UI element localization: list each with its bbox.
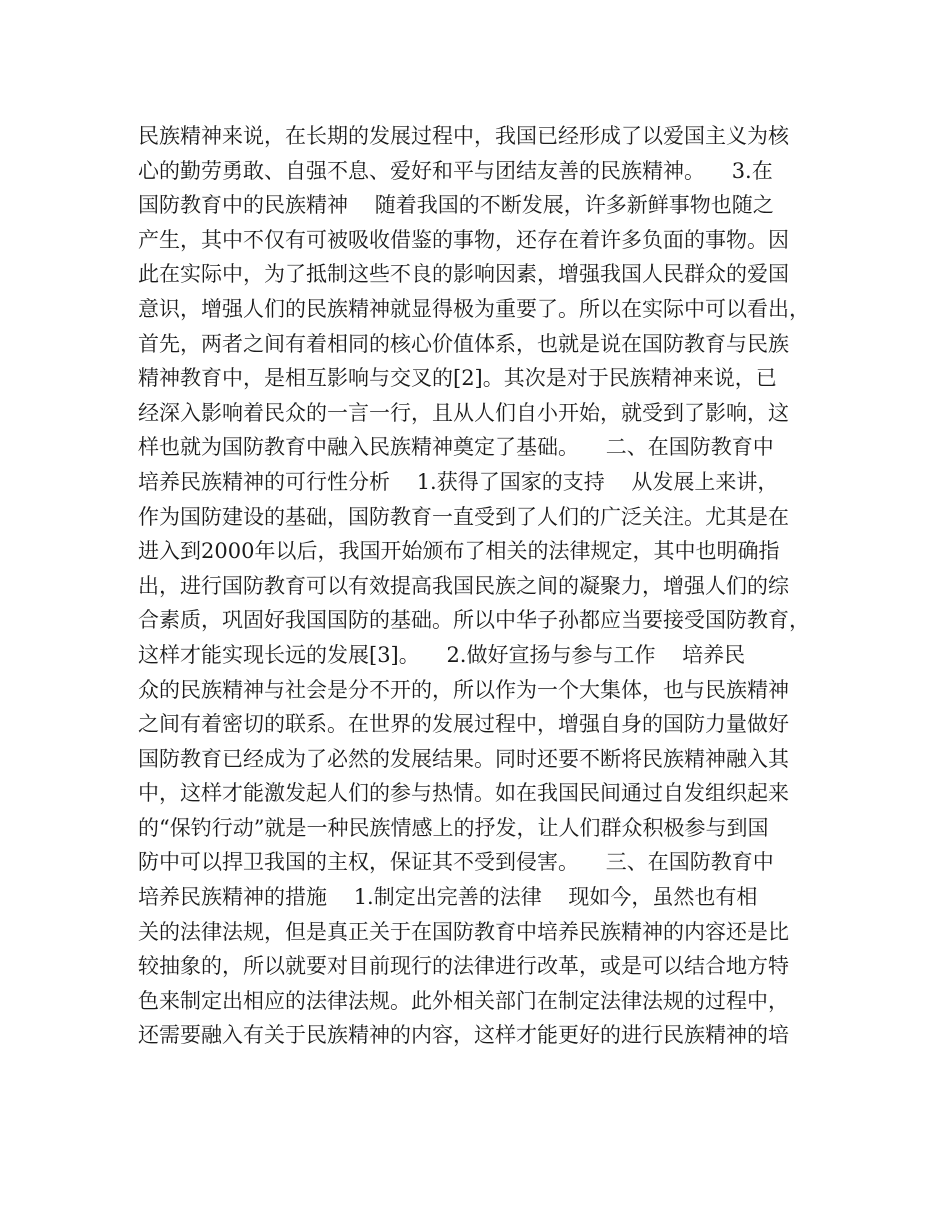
text-line-13: 进入到2000年以后，我国开始颁布了相关的法律规定，其中也明确指 [138, 539, 780, 564]
text-line-7: 首先，两者之间有着相同的核心价值体系，也就是说在国防教育与民族 [138, 331, 789, 356]
text-line-22: 防中可以捍卫我国的主权，保证其不受到侵害。 三、在国防教育中 [138, 850, 774, 875]
text-line-14: 出，进行国防教育可以有效提高我国民族之间的凝聚力，增强人们的综 [138, 573, 789, 598]
text-line-15: 合素质，巩固好我国国防的基础。所以中华子孙都应当要接受国防教育， [138, 608, 810, 633]
text-line-11: 培养民族精神的可行性分析 1.获得了国家的支持 从发展上来讲， [138, 469, 779, 494]
text-line-8: 精神教育中，是相互影响与交叉的[2]。其次是对于民族精神来说，已 [138, 366, 777, 391]
text-line-26: 色来制定出相应的法律法规。此外相关部门在制定法律法规的过程中， [138, 988, 789, 1013]
text-line-4: 产生，其中不仅有可被吸收借鉴的事物，还存在着许多负面的事物。因 [138, 227, 789, 252]
text-line-3: 国防教育中的民族精神 随着我国的不断发展，许多新鲜事物也随之 [138, 193, 774, 218]
text-line-18: 之间有着密切的联系。在世界的发展过程中，增强自身的国防力量做好 [138, 712, 789, 737]
body-text [138, 119, 838, 1053]
text-line-12: 作为国防建设的基础，国防教育一直受到了人们的广泛关注。尤其是在 [138, 504, 789, 529]
text-line-17: 众的民族精神与社会是分不开的，所以作为一个大集体，也与民族精神 [138, 677, 789, 702]
text-line-25: 较抽象的，所以就要对目前现行的法律进行改革，或是可以结合地方特 [138, 954, 789, 979]
text-line-23: 培养民族精神的措施 1.制定出完善的法律 现如今，虽然也有相 [138, 885, 758, 910]
text-line-27: 还需要融入有关于民族精神的内容，这样才能更好的进行民族精神的培 [138, 1023, 789, 1048]
text-line-19: 国防教育已经成为了必然的发展结果。同时还要不断将民族精神融入其 [138, 746, 789, 771]
text-line-24: 关的法律法规，但是真正关于在国防教育中培养民族精神的内容还是比 [138, 919, 789, 944]
text-line-16: 这样才能实现长远的发展[3]。 2.做好宣扬与参与工作 培养民 [138, 642, 746, 667]
text-line-9: 经深入影响着民众的一言一行，且从人们自小开始，就受到了影响，这 [138, 400, 789, 425]
text-line-21: 的“保钓行动”就是一种民族情感上的抒发，让人们群众积极参与到国 [138, 815, 769, 840]
text-line-5: 此在实际中，为了抵制这些不良的影响因素，增强我国人民群众的爱国 [138, 262, 789, 287]
text-line-20: 中，这样才能激发起人们的参与热情。如在我国民间通过自发组织起来 [138, 781, 789, 806]
text-line-2: 心的勤劳勇敢、自强不息、爱好和平与团结友善的民族精神。 3.在 [138, 158, 773, 183]
text-line-10: 样也就为国防教育中融入民族精神奠定了基础。 二、在国防教育中 [138, 435, 774, 460]
text-line-1: 民族精神来说，在长期的发展过程中，我国已经形成了以爱国主义为核 [138, 124, 789, 148]
text-line-6: 意识，增强人们的民族精神就显得极为重要了。所以在实际中可以看出， [138, 296, 810, 321]
